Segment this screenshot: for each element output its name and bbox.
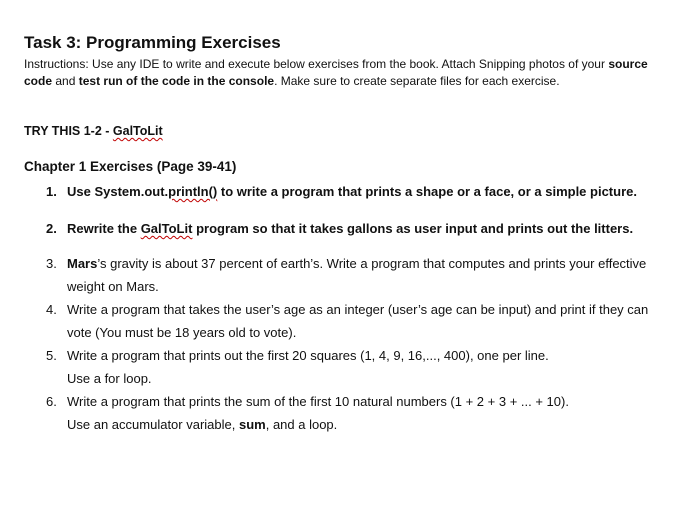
exercise-code-term: println()	[168, 184, 218, 199]
exercise-number: 3.	[46, 256, 57, 271]
exercise-text	[67, 298, 677, 344]
instructions-text-3: . Make sure to create separate files for each exercise.	[274, 74, 560, 88]
exercise-line-2c: , and a loop.	[265, 417, 338, 432]
exercise-text-part: Rewrite the	[67, 221, 141, 236]
exercise-line-1: Write a program that prints the sum of the first 10 natural numbers (1 + 2 + 3 + ... + 10).	[67, 394, 569, 409]
exercise-code-term: GalToLit	[140, 221, 193, 236]
exercise-line-2: Use a for loop.	[67, 371, 152, 386]
exercise-number: 1.	[46, 184, 57, 199]
exercise-text-part: Use System.out.	[67, 184, 169, 199]
exercise-line-1: ’s gravity is about 37 percent of earth’s. Write a program that computes and prints your effective	[97, 256, 647, 271]
exercise-line-2a: Use an accumulator variable,	[67, 417, 239, 432]
exercise-text	[67, 344, 677, 390]
exercise-number: 5.	[46, 348, 57, 363]
exercise-text	[67, 252, 677, 298]
exercise-number: 4.	[46, 302, 57, 317]
exercise-line-2: weight on Mars.	[67, 279, 159, 294]
instructions-bold-test-run: test run of the code in the console	[78, 74, 275, 88]
exercise-line-2: vote (You must be 18 years old to vote).	[67, 325, 297, 340]
try-this-heading	[24, 124, 163, 138]
exercise-text	[67, 390, 677, 436]
exercise-text	[67, 217, 677, 240]
exercise-text-part: program so that it takes gallons as user input and prints out the litters.	[192, 221, 634, 236]
exercise-text	[67, 180, 677, 203]
exercise-line-1: Write a program that takes the user’s age as an integer (user’s age can be input) and print if they can	[67, 302, 649, 317]
exercise-text-part: to write a program that prints a shape or a face, or a simple picture.	[217, 184, 637, 199]
instructions-text-2: and	[52, 74, 79, 88]
exercise-bold-term: sum	[238, 417, 266, 432]
page-title: Task 3: Programming Exercises	[24, 33, 281, 52]
chapter-heading: Chapter 1 Exercises (Page 39-41)	[24, 159, 237, 174]
exercise-number: 2.	[46, 221, 57, 236]
exercise-number: 6.	[46, 394, 57, 409]
instructions-paragraph	[24, 56, 674, 90]
exercise-bold-term: Mars	[67, 256, 98, 271]
try-this-prefix: TRY THIS 1-2 -	[24, 124, 113, 138]
instructions-text-1: Instructions: Use any IDE to write and execute below exercises from the book. Attach Snipping photos of your	[24, 57, 609, 71]
exercise-line-1: Write a program that prints out the first 20 squares (1, 4, 9, 16,..., 400), one per line.	[67, 348, 549, 363]
try-this-name: GalToLit	[112, 124, 163, 138]
instructions-bold-source-code: source code	[24, 57, 648, 88]
